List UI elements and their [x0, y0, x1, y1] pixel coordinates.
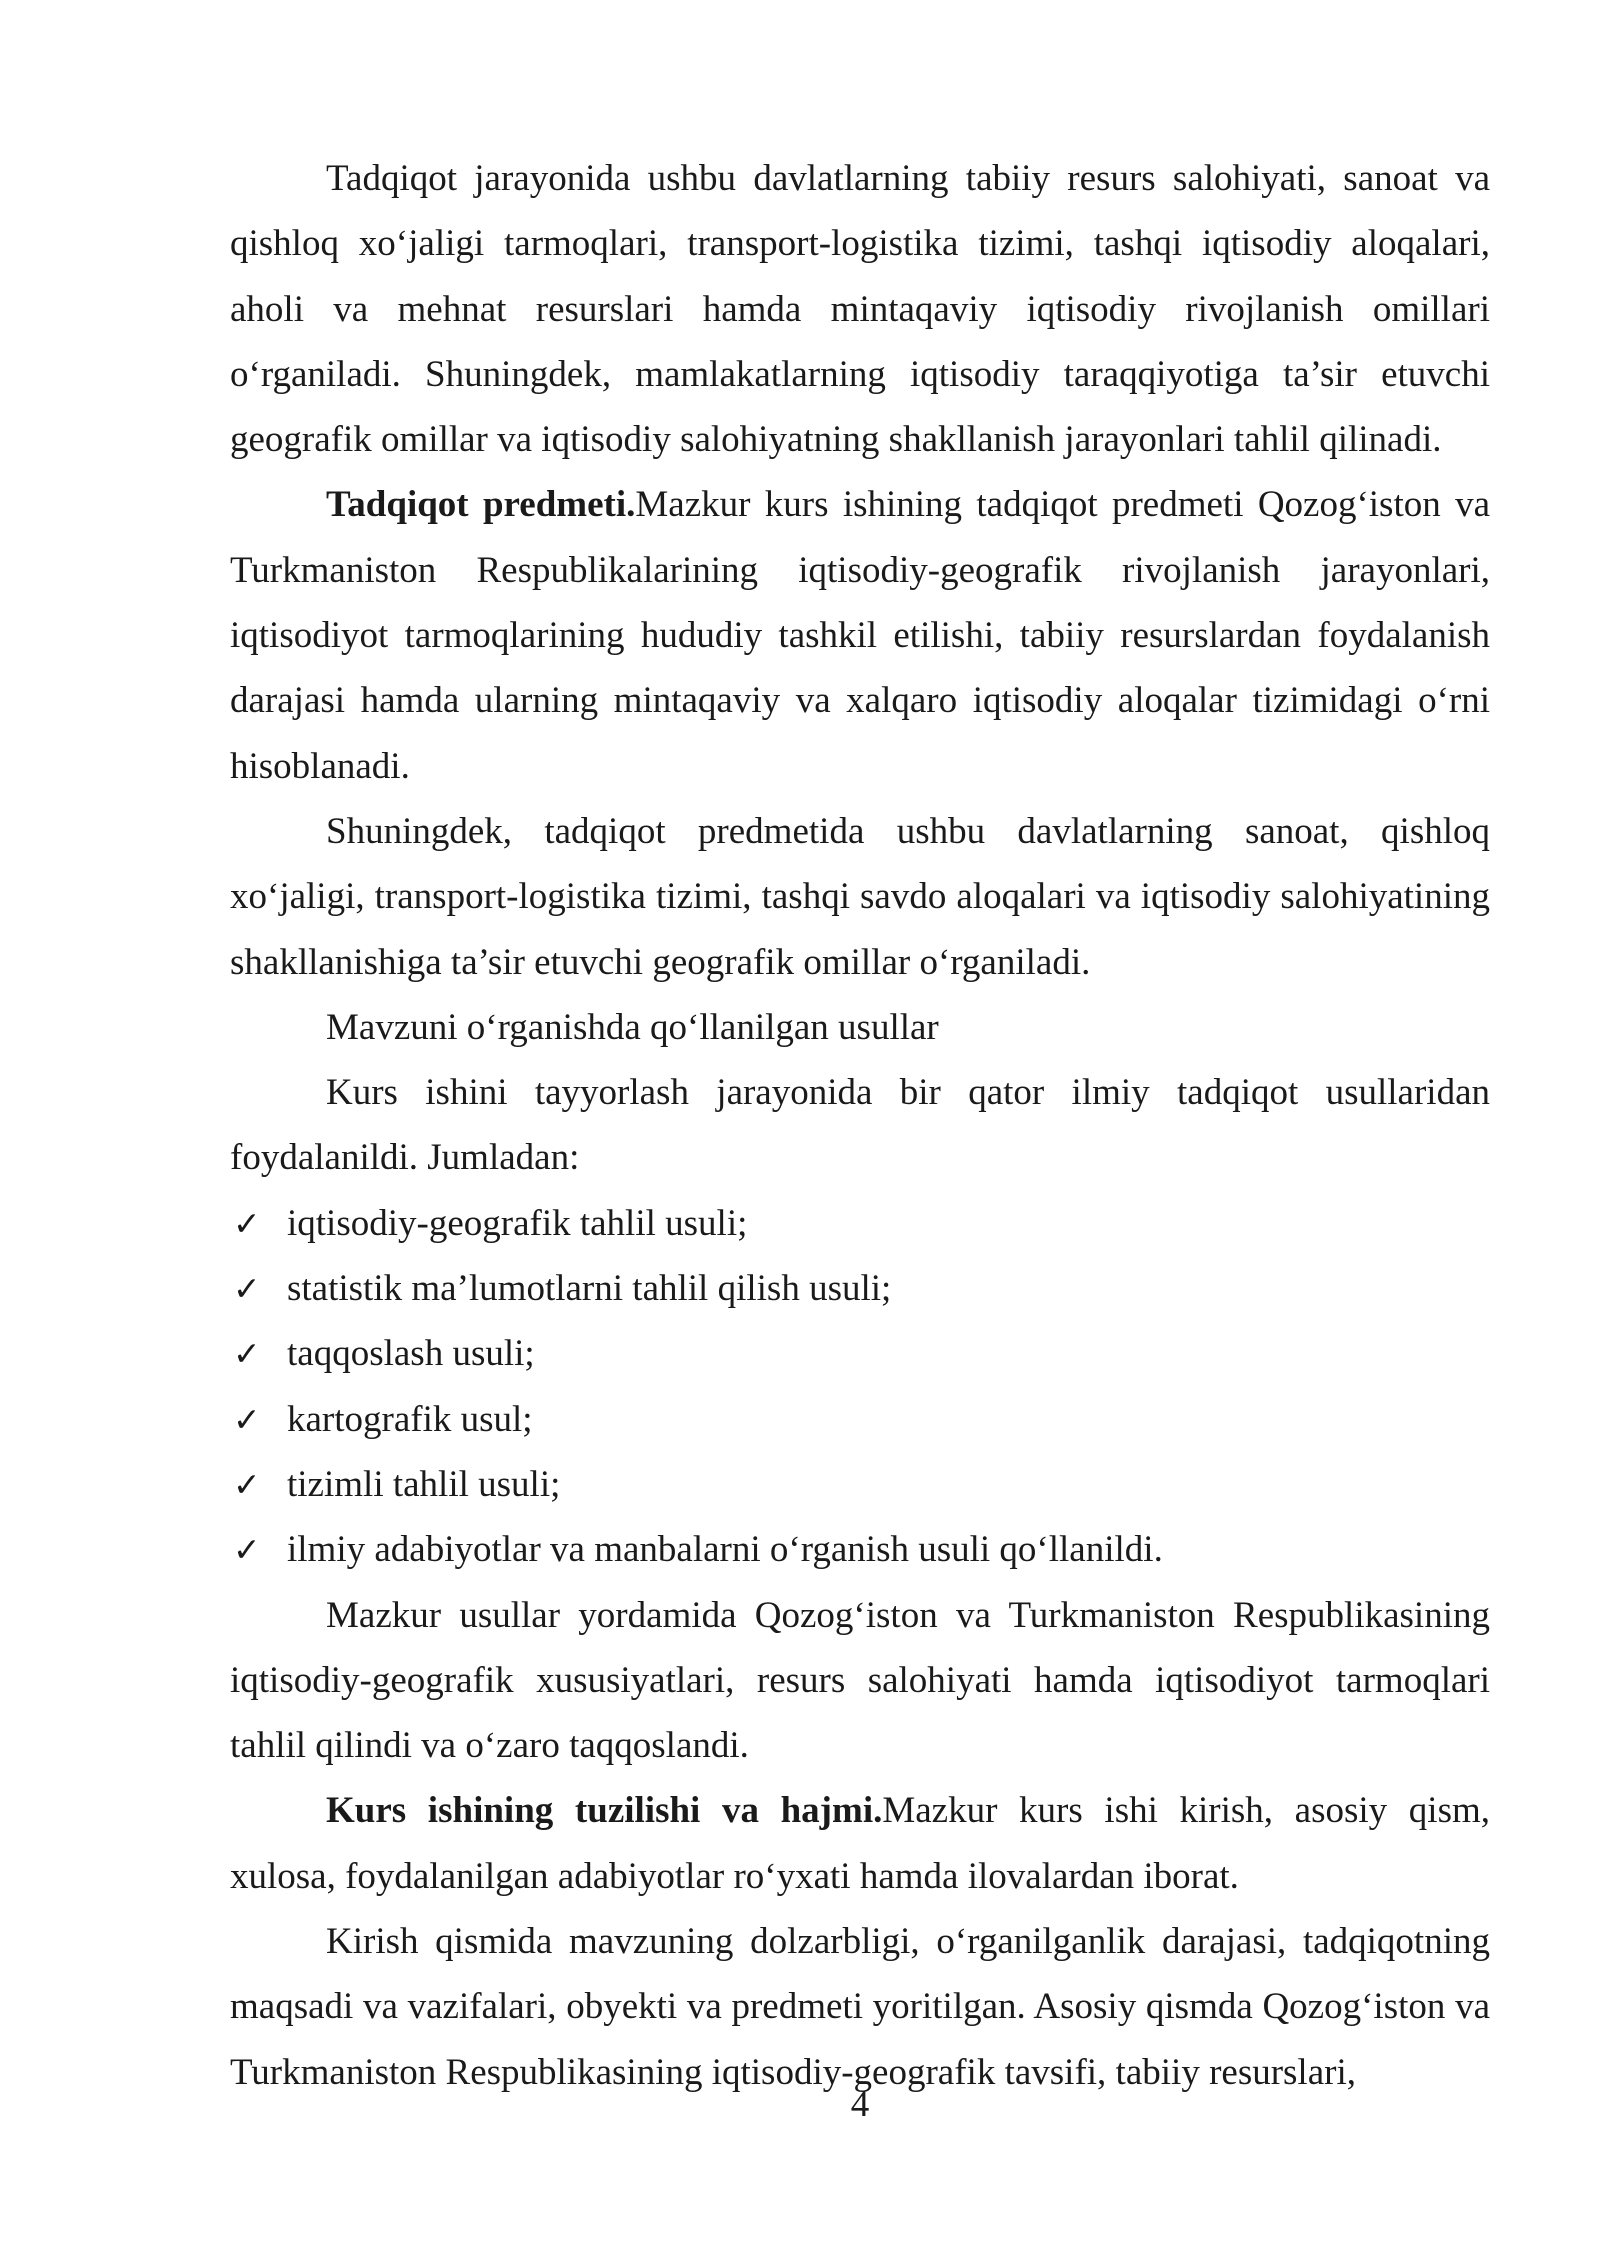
structure-heading: Kurs ishining tuzilishi va hajmi. — [326, 1790, 883, 1832]
list-item-text: kartografik usul; — [287, 1398, 533, 1440]
list-item — [230, 1387, 1490, 1452]
document-page — [230, 146, 1490, 2105]
check-icon: ✓ — [233, 1530, 261, 1570]
list-item-text: statistik ma’lumotlarni tahlil qilish usuli; — [287, 1268, 892, 1310]
research-subject-text: Mazkur kurs ishining tadqiqot predmeti Qozog‘iston va Turkmaniston Respublikalarining iqtisodiy-geografik rivojlanish jarayonlari, iqtisodiyot tarmoqlarining hududiy tashkil etilishi, tabiiy resurslardan foydalanish darajasi hamda ularning mintaqaviy va xalqaro iqtisodiy aloqalar tizimidagi o‘rni hisoblanadi. — [230, 484, 1490, 787]
paragraph-introduction-overview: Kirish qismida mavzuning dolzarbligi, o‘rganilganlik darajasi, tadqiqotning maqsadi va vazifalari, obyekti va predmeti yoritilgan. Asosiy qismda Qozog‘iston va Turkmaniston Respublikasining iqtisodiy-geografik tavsifi, tabiiy resurslari, — [230, 1921, 1490, 2093]
list-item-text: iqtisodiy-geografik tahlil usuli; — [287, 1202, 748, 1244]
check-icon: ✓ — [233, 1464, 261, 1504]
check-icon: ✓ — [233, 1399, 261, 1439]
list-item — [230, 1321, 1490, 1386]
list-item-text: tizimli tahlil usuli; — [287, 1463, 561, 1505]
paragraph-structure — [230, 1778, 1490, 1909]
list-item — [230, 1256, 1490, 1321]
research-subject-heading: Tadqiqot predmeti. — [326, 484, 636, 526]
list-item-text: ilmiy adabiyotlar va manbalarni o‘rganish usuli qo‘llanildi. — [287, 1529, 1163, 1571]
paragraph-research-scope: Tadqiqot jarayonida ushbu davlatlarning tabiiy resurs salohiyati, sanoat va qishloq xo‘jaligi tarmoqlari, transport-logistika tizimi, tashqi iqtisodiy aloqalari, aholi va mehnat resurslari hamda mintaqaviy iqtisodiy rivojlanish omillari o‘rganiladi. Shuningdek, mamlakatlarning iqtisodiy taraqqiyotiga ta’sir etuvchi geografik omillar va iqtisodiy salohiyatning shakllanish jarayonlari tahlil qilinadi. — [230, 158, 1490, 461]
paragraph-research-subject-details: Shuningdek, tadqiqot predmetida ushbu davlatlarning sanoat, qishloq xo‘jaligi, transport-logistika tizimi, tashqi savdo aloqalari va iqtisodiy salohiyatining shakllanishiga ta’sir etuvchi geografik omillar o‘rganiladi. — [230, 810, 1490, 983]
paragraph-methods-result: Mazkur usullar yordamida Qozog‘iston va Turkmaniston Respublikasining iqtisodiy-geografik xususiyatlari, resurs salohiyati hamda iqtisodiyot tarmoqlari tahlil qilindi va o‘zaro taqqoslandi. — [230, 1594, 1490, 1767]
methods-list — [230, 1191, 1490, 1583]
methods-heading: Mavzuni o‘rganishda qo‘llanilgan usullar — [326, 1006, 939, 1048]
check-icon: ✓ — [233, 1269, 261, 1309]
list-item — [230, 1191, 1490, 1256]
list-item — [230, 1452, 1490, 1517]
paragraph-research-subject — [230, 472, 1490, 798]
check-icon: ✓ — [233, 1203, 261, 1243]
structure-text: Mazkur kurs ishi kirish, asosiy qism, xulosa, foydalanilgan adabiyotlar ro‘yxati hamda ilovalardan iborat. — [230, 1790, 1491, 1897]
paragraph-methods-intro: Kurs ishini tayyorlash jarayonida bir qator ilmiy tadqiqot usullaridan foydalanildi. Jumladan: — [230, 1072, 1490, 1179]
list-item-text: taqqoslash usuli; — [287, 1333, 535, 1375]
check-icon: ✓ — [233, 1334, 261, 1374]
list-item — [230, 1517, 1490, 1582]
page-number: 4 — [850, 2084, 870, 2125]
